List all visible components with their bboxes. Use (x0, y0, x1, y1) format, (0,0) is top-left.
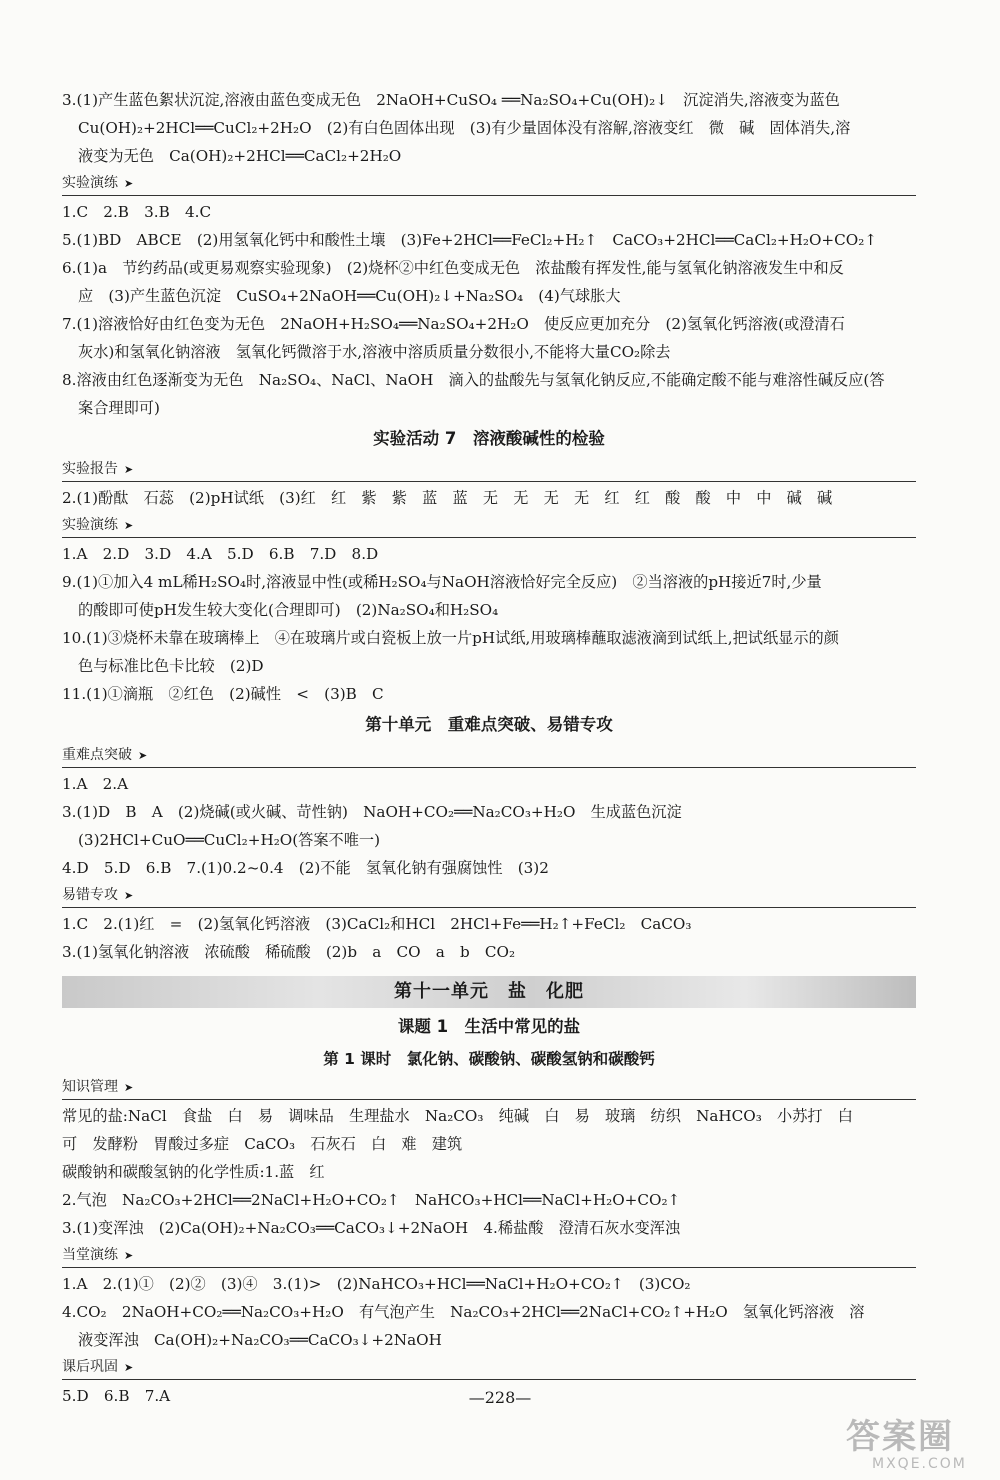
section-header (62, 172, 916, 196)
answer-line: 3.(1)氢氧化钠溶液 浓硫酸 稀硫酸 (2)b a CO a b CO₂ (62, 943, 516, 961)
answer-line: 可 发酵粉 胃酸过多症 CaCO₃ 石灰石 白 难 建筑 (62, 1135, 463, 1153)
section-header (62, 458, 916, 482)
answer-line: 6.(1)a 节约药品(或更易观察实验现象) (2)烧杯②中红色变成无色 浓盐酸有挥发性,能与氢氧化钠溶液发生中和反 (62, 259, 844, 277)
answer-line: 1.A 2.A (62, 775, 129, 793)
section-label: 课后巩固 (62, 1359, 118, 1375)
arrow-icon: ➤ (124, 519, 134, 532)
answer-line: 1.C 2.(1)红 = (2)氢氧化钙溶液 (3)CaCl₂和HCl 2HCl+Fe══H₂↑+FeCl₂ CaCO₃ (62, 915, 692, 933)
unit-banner: 第十一单元 盐 化肥 (62, 976, 916, 1008)
answer-line: 11.(1)①滴瓶 ②红色 (2)碱性 < (3)B C (62, 685, 384, 703)
page-number: —228— (468, 1388, 532, 1407)
answer-line: 8.溶液由红色逐渐变为无色 Na₂SO₄、NaCl、NaOH 滴入的盐酸先与氢氧化钠反应,不能确定酸不能与难溶性碱反应(答 (62, 371, 885, 389)
lesson-title: 第十单元 重难点突破、易错专攻 (365, 715, 613, 734)
answer-line: 3.(1)产生蓝色絮状沉淀,溶液由蓝色变成无色 2NaOH+CuSO₄ ══Na₂SO₄+Cu(OH)₂↓ 沉淀消失,溶液变为蓝色 (62, 91, 840, 109)
answer-line: Cu(OH)₂+2HCl══CuCl₂+2H₂O (2)有白色固体出现 (3)有少量固体没有溶解,溶液变红 微 碱 固体消失,溶 (78, 119, 851, 137)
arrow-icon: ➤ (124, 177, 134, 190)
arrow-icon: ➤ (124, 1081, 134, 1094)
section-header (62, 1356, 916, 1380)
section-label: 易错专攻 (62, 887, 118, 903)
arrow-icon: ➤ (124, 463, 134, 476)
arrow-icon: ➤ (124, 1361, 134, 1374)
section-header (62, 1076, 916, 1100)
arrow-icon: ➤ (138, 749, 148, 762)
answer-line: 碳酸钠和碳酸氢钠的化学性质:1.蓝 红 (62, 1163, 325, 1181)
answer-line: 3.(1)变浑浊 (2)Ca(OH)₂+Na₂CO₃══CaCO₃↓+2NaOH 4.稀盐酸 澄清石灰水变浑浊 (62, 1219, 681, 1237)
arrow-icon: ➤ (124, 1249, 134, 1262)
answer-line: 9.(1)①加入4 mL稀H₂SO₄时,溶液显中性(或稀H₂SO₄与NaOH溶液恰好完全反应) ②当溶液的pH接近7时,少量 (62, 573, 822, 591)
answer-line: 应 (3)产生蓝色沉淀 CuSO₄+2NaOH══Cu(OH)₂↓+Na₂SO₄ (4)气球胀大 (78, 287, 621, 305)
answer-line: 5.D 6.B 7.A (62, 1387, 171, 1405)
answer-line: 4.CO₂ 2NaOH+CO₂══Na₂CO₃+H₂O 有气泡产生 Na₂CO₃+2HCl══2NaCl+CO₂↑+H₂O 氢氧化钙溶液 溶 (62, 1303, 865, 1321)
answer-line: 灰水)和氢氧化钠溶液 氢氧化钙微溶于水,溶液中溶质质量分数很小,不能将大量CO₂除去 (78, 343, 671, 361)
lesson-title: 实验活动 7 溶液酸碱性的检验 (373, 429, 605, 448)
section-label: 知识管理 (62, 1079, 118, 1095)
answer-page (62, 86, 916, 1410)
section-label: 实验演练 (62, 517, 118, 533)
answer-line: 2.气泡 Na₂CO₃+2HCl══2NaCl+H₂O+CO₂↑ NaHCO₃+HCl══NaCl+H₂O+CO₂↑ (62, 1191, 681, 1209)
answer-line: 1.A 2.D 3.D 4.A 5.D 6.B 7.D 8.D (62, 545, 379, 563)
answer-line: 3.(1)D B A (2)烧碱(或火碱、苛性钠) NaOH+CO₂══Na₂CO₃+H₂O 生成蓝色沉淀 (62, 803, 682, 821)
section-header (62, 884, 916, 908)
answer-line: 5.(1)BD ABCE (2)用氢氧化钙中和酸性土壤 (3)Fe+2HCl══FeCl₂+H₂↑ CaCO₃+2HCl══CaCl₂+H₂O+CO₂↑ (62, 231, 878, 249)
section-label: 实验报告 (62, 461, 118, 477)
section-header (62, 1244, 916, 1268)
answer-line: 液变浑浊 Ca(OH)₂+Na₂CO₃══CaCO₃↓+2NaOH (78, 1331, 442, 1349)
answer-line: 液变为无色 Ca(OH)₂+2HCl══CaCl₂+2H₂O (78, 147, 402, 165)
section-header (62, 744, 916, 768)
watermark-url: MXQE.COM (872, 1456, 967, 1472)
answer-line: (3)2HCl+CuO══CuCl₂+H₂O(答案不唯一) (78, 831, 381, 849)
arrow-icon: ➤ (124, 889, 134, 902)
lesson-subtitle: 第 1 课时 氯化钠、碳酸钠、碳酸氢钠和碳酸钙 (323, 1050, 655, 1068)
answer-line: 10.(1)③烧杯未靠在玻璃棒上 ④在玻璃片或白瓷板上放一片pH试纸,用玻璃棒蘸取滤液滴到试纸上,把试纸显示的颜 (62, 629, 839, 647)
answer-line: 1.C 2.B 3.B 4.C (62, 203, 212, 221)
answer-line: 1.A 2.(1)① (2)② (3)④ 3.(1)> (2)NaHCO₃+HCl══NaCl+H₂O+CO₂↑ (3)CO₂ (62, 1275, 691, 1293)
answer-line: 案合理即可) (78, 399, 160, 417)
answer-line: 色与标准比色卡比较 (2)D (78, 657, 264, 675)
section-label: 当堂演练 (62, 1247, 118, 1263)
watermark-text: 答案圈 (846, 1417, 954, 1457)
answer-line: 的酸即可使pH发生较大变化(合理即可) (2)Na₂SO₄和H₂SO₄ (78, 601, 499, 619)
section-header (62, 514, 916, 538)
lesson-title: 课题 1 生活中常见的盐 (397, 1017, 581, 1036)
answer-line: 2.(1)酚酞 石蕊 (2)pH试纸 (3)红 红 紫 紫 蓝 蓝 无 无 无 无 红 红 酸 酸 中 中 碱 碱 (62, 489, 833, 507)
section-label: 实验演练 (62, 175, 118, 191)
section-label: 重难点突破 (62, 747, 132, 763)
answer-line: 7.(1)溶液恰好由红色变为无色 2NaOH+H₂SO₄══Na₂SO₄+2H₂O 使反应更加充分 (2)氢氧化钙溶液(或澄清石 (62, 315, 845, 333)
watermark-logo (846, 1418, 986, 1474)
answer-line: 常见的盐:NaCl 食盐 白 易 调味品 生理盐水 Na₂CO₃ 纯碱 白 易 玻璃 纺织 NaHCO₃ 小苏打 白 (62, 1107, 853, 1125)
answer-line: 4.D 5.D 6.B 7.(1)0.2~0.4 (2)不能 氢氧化钠有强腐蚀性 (3)2 (62, 859, 549, 877)
